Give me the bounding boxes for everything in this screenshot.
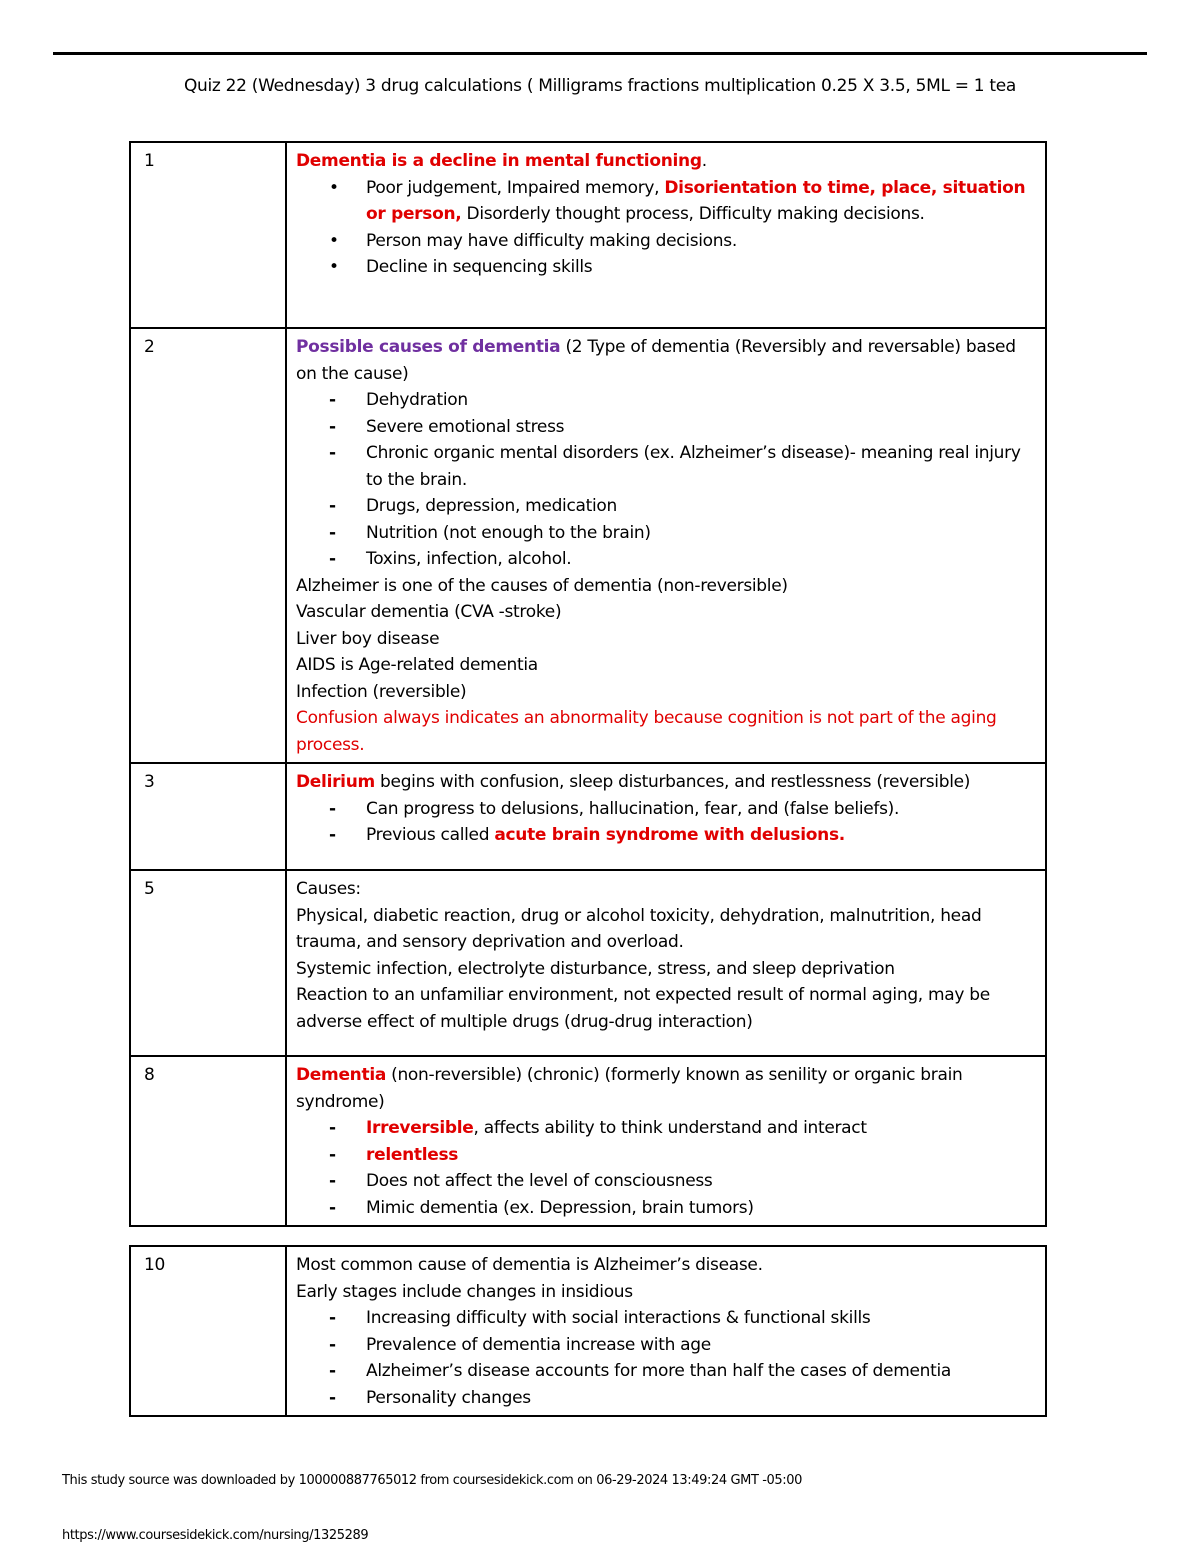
dash-list <box>296 387 1037 573</box>
table-row <box>130 870 1046 1056</box>
item-text: Severe emotional stress <box>366 416 565 437</box>
list-item <box>296 440 1037 493</box>
text-line: Infection (reversible) <box>296 681 467 702</box>
text-line: Early stages include changes in insidious <box>296 1281 633 1302</box>
list-item <box>296 822 1037 849</box>
item-text: Toxins, infection, alcohol. <box>366 549 572 569</box>
table-row <box>130 763 1046 870</box>
item-highlight: Irreversible <box>366 1118 474 1138</box>
table-row <box>130 1246 1046 1416</box>
item-highlight: relentless <box>366 1144 459 1165</box>
download-notice: This study source was downloaded by 100000887765012 from coursesidekick.com on 06-29-2024 13:49:24 GMT -05:00 <box>62 1473 802 1488</box>
item-text: Mimic dementia (ex. Depression, brain tumors) <box>366 1197 754 1218</box>
row-content <box>286 763 1046 870</box>
item-text: Poor judgement, Impaired memory, <box>366 177 665 198</box>
list-item <box>296 493 1037 520</box>
text-line: Causes: <box>296 879 361 899</box>
bullet-icon: • <box>329 230 339 251</box>
list-item <box>296 1332 1037 1359</box>
page-title: Quiz 22 (Wednesday) 3 drug calculations ( Milligrams fractions multiplication 0.25 X 3.5, 5ML = 1 tea <box>183 76 1017 96</box>
item-text: Decline in sequencing skills <box>366 257 593 277</box>
item-text: Alzheimer’s disease accounts for more than half the cases of dementia <box>366 1361 952 1381</box>
dash-icon: - <box>329 1361 336 1381</box>
item-text: Dehydration <box>366 390 468 410</box>
item-text: Increasing difficulty with social interactions & functional skills <box>366 1308 871 1328</box>
dash-icon: - <box>329 416 336 437</box>
row-heading-tail: (2 Type of dementia (Reversibly and reversable) based on the cause) <box>296 337 1016 384</box>
list-item <box>296 228 1037 255</box>
row-content <box>286 870 1046 1056</box>
dash-icon: - <box>329 798 336 819</box>
text-line: Liver boy disease <box>296 628 440 649</box>
row-content <box>286 1056 1046 1226</box>
list-item <box>296 546 1037 573</box>
list-item <box>296 1385 1037 1412</box>
row-heading: Dementia <box>296 1065 387 1085</box>
notes-table-2 <box>129 1245 1047 1417</box>
text-line: Reaction to an unfamiliar environment, not expected result of normal aging, may be adverse effect of multiple drugs (drug-drug interaction) <box>296 985 990 1032</box>
dash-icon: - <box>329 1144 336 1165</box>
item-highlight: Disorientation to time, place, situation or person, <box>366 177 1026 224</box>
dash-icon: - <box>329 390 336 410</box>
dash-icon: - <box>329 522 336 543</box>
row-number: 2 <box>130 328 286 763</box>
row-heading: Possible causes of dementia <box>296 337 561 357</box>
list-item <box>296 1195 1037 1222</box>
text-line: AIDS is Age-related dementia <box>296 655 538 675</box>
row-number: 8 <box>130 1056 286 1226</box>
item-text: Disorderly thought process, Difficulty making decisions. <box>461 204 925 224</box>
row-heading-tail: . <box>701 151 707 171</box>
dash-list <box>296 1305 1037 1411</box>
row-number: 5 <box>130 870 286 1056</box>
bullet-icon: • <box>329 257 339 277</box>
list-item <box>296 1168 1037 1195</box>
row-content <box>286 328 1046 763</box>
row-number: 1 <box>130 142 286 328</box>
row-heading: Dementia is a decline in mental functioning <box>296 151 702 171</box>
source-url[interactable]: https://www.coursesidekick.com/nursing/1325289 <box>62 1528 369 1543</box>
list-item <box>296 414 1037 441</box>
list-item <box>296 254 1037 281</box>
table-row <box>130 328 1046 763</box>
text-line: Vascular dementia (CVA -stroke) <box>296 602 562 622</box>
item-highlight: acute brain syndrome with delusions. <box>494 825 845 845</box>
item-text: Chronic organic mental disorders (ex. Alzheimer’s disease)- meaning real injury to the brain. <box>366 443 1021 490</box>
list-item <box>296 175 1037 228</box>
dash-icon: - <box>329 825 336 845</box>
list-item <box>296 796 1037 823</box>
item-text: Can progress to delusions, hallucination, fear, and (false beliefs). <box>366 798 900 819</box>
list-item <box>296 1358 1037 1385</box>
table-row <box>130 142 1046 328</box>
bullet-icon: • <box>329 177 339 198</box>
text-line: Most common cause of dementia is Alzheimer’s disease. <box>296 1255 763 1275</box>
red-note: Confusion always indicates an abnormality because cognition is not part of the aging process. <box>296 708 997 755</box>
bullet-list <box>296 175 1037 281</box>
row-content <box>286 142 1046 328</box>
item-text: , affects ability to think understand and interact <box>473 1118 867 1138</box>
item-text: Nutrition (not enough to the brain) <box>366 522 651 543</box>
row-heading-tail: begins with confusion, sleep disturbances, and restlessness (reversible) <box>374 772 971 792</box>
dash-icon: - <box>329 1334 336 1355</box>
item-text: Does not affect the level of consciousness <box>366 1171 713 1191</box>
list-item <box>296 520 1037 547</box>
item-text: Previous called <box>366 825 495 845</box>
row-number: 10 <box>130 1246 286 1416</box>
text-line: Alzheimer is one of the causes of dementia (non-reversible) <box>296 575 788 596</box>
text-line: Systemic infection, electrolyte disturbance, stress, and sleep deprivation <box>296 958 895 979</box>
dash-list <box>296 796 1037 849</box>
dash-icon: - <box>329 1118 336 1138</box>
dash-icon: - <box>329 1171 336 1191</box>
item-text: Person may have difficulty making decisions. <box>366 230 737 251</box>
dash-icon: - <box>329 1387 336 1408</box>
dash-icon: - <box>329 496 336 516</box>
list-item <box>296 387 1037 414</box>
dash-list <box>296 1115 1037 1221</box>
list-item <box>296 1142 1037 1169</box>
item-text: Prevalence of dementia increase with age <box>366 1334 711 1355</box>
dash-icon: - <box>329 443 336 463</box>
row-number: 3 <box>130 763 286 870</box>
row-heading: Delirium <box>296 772 375 792</box>
dash-icon: - <box>329 1308 336 1328</box>
list-item <box>296 1305 1037 1332</box>
item-text: Personality changes <box>366 1387 531 1408</box>
row-content <box>286 1246 1046 1416</box>
notes-table-1 <box>129 141 1047 1227</box>
table-row <box>130 1056 1046 1226</box>
row-heading-tail: (non-reversible) (chronic) (formerly known as senility or organic brain syndrome) <box>296 1065 963 1112</box>
item-text: Drugs, depression, medication <box>366 496 618 516</box>
dash-icon: - <box>329 549 336 569</box>
top-rule <box>53 52 1147 55</box>
list-item <box>296 1115 1037 1142</box>
dash-icon: - <box>329 1197 336 1218</box>
text-line: Physical, diabetic reaction, drug or alcohol toxicity, dehydration, malnutrition, head trauma, and sensory deprivation and overload. <box>296 905 982 952</box>
